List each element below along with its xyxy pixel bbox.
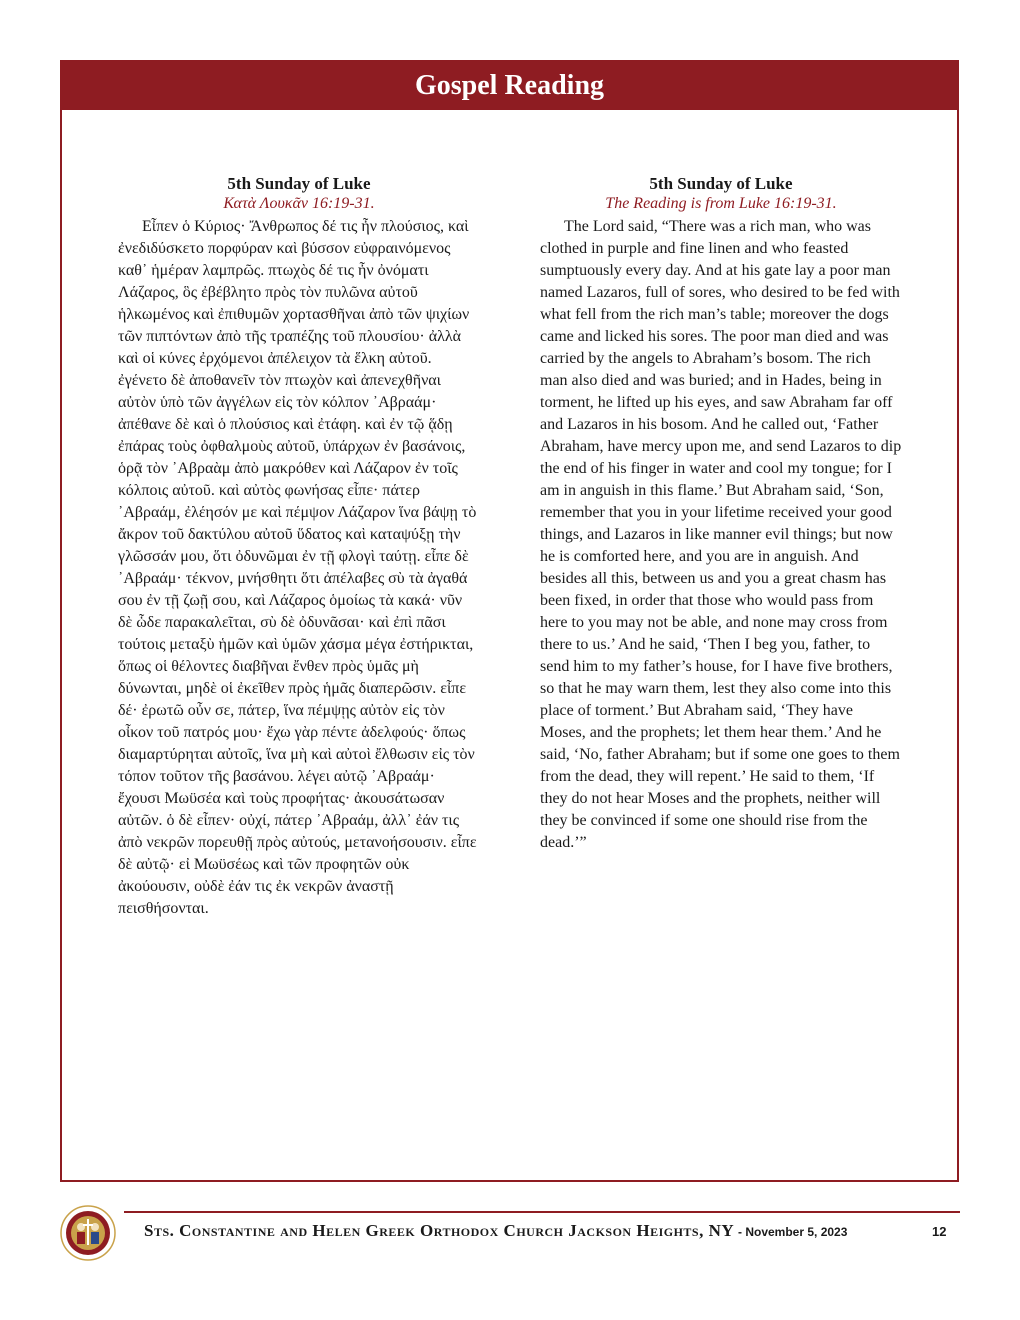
church-seal-icon [60,1205,116,1261]
church-name: Sts. Constantine and Helen Greek Orthodox Church Jackson Heights, NY [144,1221,735,1240]
greek-heading: 5th Sunday of Luke [227,174,371,193]
english-text: The Lord said, “There was a rich man, who was clothed in purple and fine linen and who feasted sumptuously every day. And at his gate lay a poor man named Lazaros, full of sores, who desired to be fed with what fell from the rich man’s table; moreover the dogs came and licked his sores. The poor man died and was carried by the angels to Abraham’s bosom. The rich man also died and was buried; and in Hades, being in torment, he lifted up his eyes, and saw Abraham far off and Lazaros in his bosom. And he called out, ‘Father Abraham, have mercy upon me, and send Lazaros to dip the end of his finger in water and cool my tongue; for I am in anguish in this flame.’ But Abraham said, ‘Son, remember that you in your lifetime received your good things, and Lazaros in like manner evil things; but now he is comforted here, and you are in anguish. And besides all this, between us and you a great chasm has been fixed, in order that those who would pass from here to you may not be able, and none may cross from there to us.’ And he said, ‘Then I beg you, father, to send him to my father’s house, for I have five brothers, so that he may warn them, lest they also come into this place of torment.’ But Abraham said, ‘They have Moses, and the prophets; let them hear them.’ And he said, ‘No, father Abraham; but if some one goes to them from the dead, they will repent.’ He said to them, ‘If they do not hear Moses and the prophets, neither will they be convinced if some one should rise from the dead.’” [540,218,902,851]
bulletin-date: - November 5, 2023 [738,1225,848,1239]
english-column [540,174,902,854]
english-reference: The Reading is from Luke 16:19-31. [605,195,837,212]
reading-frame [60,60,959,1182]
page-number: 12 [932,1224,947,1239]
english-heading: 5th Sunday of Luke [649,174,793,193]
greek-text: Εἶπεν ὁ Κύριος· Ἄνθρωπος δέ τις ἦν πλούσιος, καὶ ἐνεδιδύσκετο πορφύραν καὶ βύσσον εὐφραινόμενος καθ᾽ ἡμέραν λαμπρῶς. πτωχὸς δέ τις ἦν ὀνόματι Λάζαρος, ὃς ἐβέβλητο πρὸς τὸν πυλῶνα αὐτοῦ ἡλκωμένος καὶ ἐπιθυμῶν χορτασθῆναι ἀπὸ τῶν ψιχίων τῶν πιπτόντων ἀπὸ τῆς τραπέζης τοῦ πλουσίου· ἀλλὰ καὶ οἱ κύνες ἐρχόμενοι ἀπέλειχον τὰ ἕλκη αὐτοῦ. ἐγένετο δὲ ἀποθανεῖν τὸν πτωχὸν καὶ ἀπενεχθῆναι αὐτὸν ὑπὸ τῶν ἀγγέλων εἰς τὸν κόλπον ᾿Αβραάμ· ἀπέθανε δὲ καὶ ὁ πλούσιος καὶ ἐτάφη. καὶ ἐν τῷ ᾅδῃ ἐπάρας τοὺς ὀφθαλμοὺς αὐτοῦ, ὑπάρχων ἐν βασάνοις, ὁρᾷ τὸν ᾿Αβραὰμ ἀπὸ μακρόθεν καὶ Λάζαρον ἐν τοῖς κόλποις αὐτοῦ. καὶ αὐτὸς φωνήσας εἶπε· πάτερ ᾿Αβραάμ, ἐλέησόν με καὶ πέμψον Λάζαρον ἵνα βάψῃ τὸ ἄκρον τοῦ δακτύλου αὐτοῦ ὕδατος καὶ καταψύξῃ τὴν γλῶσσάν μου, ὅτι ὀδυνῶμαι ἐν τῇ φλογὶ ταύτῃ. εἶπε δὲ ᾿Αβραάμ· τέκνον, μνήσθητι ὅτι ἀπέλαβες σὺ τὰ ἀγαθά σου ἐν τῇ ζωῇ σου, καὶ Λάζαρος ὁμοίως τὰ κακά· νῦν δὲ ὧδε παρακαλεῖται, σὺ δὲ ὀδυνᾶσαι· καὶ ἐπὶ πᾶσι τούτοις μεταξὺ ἡμῶν καὶ ὑμῶν χάσμα μέγα ἐστήρικται, ὅπως οἱ θέλοντες διαβῆναι ἔνθεν πρὸς ὑμᾶς μὴ δύνωνται, μηδὲ οἱ ἐκεῖθεν πρὸς ἡμᾶς διαπερῶσιν. εἶπε δέ· ἐρωτῶ οὖν σε, πάτερ, ἵνα πέμψῃς αὐτὸν εἰς τὸν οἶκον τοῦ πατρός μου· ἔχω γὰρ πέντε ἀδελφούς· ὅπως διαμαρτύρηται αὐτοῖς, ἵνα μὴ καὶ αὐτοὶ ἔλθωσιν εἰς τὸν τόπον τοῦτον τῆς βασάνου. λέγει αὐτῷ ᾿Αβραάμ· ἔχουσι Μωϋσέα καὶ τοὺς προφήτας· ἀκουσάτωσαν αὐτῶν. ὁ δὲ εἶπεν· οὐχί, πάτερ ᾿Αβραάμ, ἀλλ᾽ ἐάν τις ἀπὸ νεκρῶν πορευθῇ πρὸς αὐτούς, μετανοήσουσιν. εἶπε δὲ αὐτῷ· εἰ Μωϋσέως καὶ τῶν προφητῶν οὐκ ἀκούουσιν, οὐδὲ ἐάν τις ἐκ νεκρῶν ἀναστῇ πεισθήσονται. [118,218,477,917]
greek-reference: Κατὰ Λουκᾶν 16:19-31. [223,195,375,212]
greek-column [118,174,480,920]
banner-title: Gospel Reading [414,70,605,101]
footer [60,1195,960,1275]
banner [62,62,957,110]
footer-rule [124,1211,960,1213]
